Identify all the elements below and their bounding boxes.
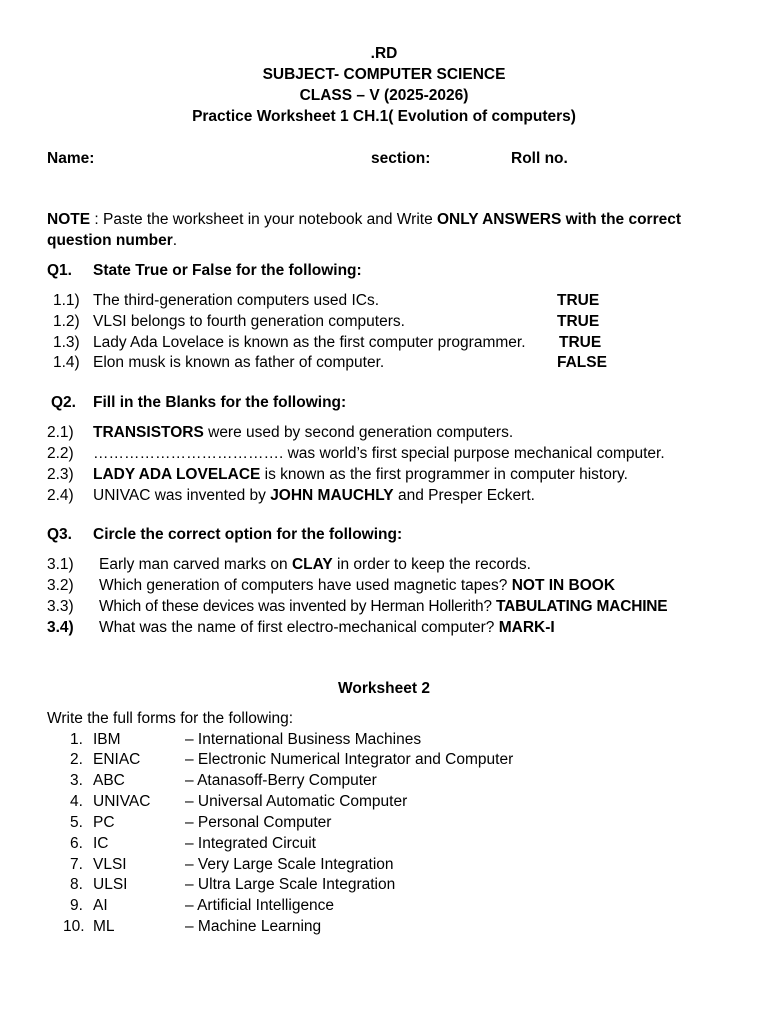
full-form-text: – Very Large Scale Integration [185, 856, 394, 873]
q2-item-pre: UNIVAC was invented by [93, 487, 271, 504]
full-form-num: 3. [70, 772, 83, 789]
q1-item-answer: TRUE [557, 292, 600, 309]
q3-item-post: in order to keep the records. [332, 556, 531, 573]
note-period: . [172, 232, 178, 249]
q3-title: Circle the correct option for the following: [93, 526, 403, 543]
full-form-text: – Electronic Numerical Integrator and Computer [185, 751, 514, 768]
full-form-text: – Integrated Circuit [185, 835, 316, 852]
q2-item-num: 2.4) [47, 487, 74, 504]
q2-item-post: and Presper Eckert. [393, 487, 535, 504]
full-form-num: 7. [70, 856, 83, 873]
note-line-2 [47, 231, 177, 251]
worksheet-2-intro: Write the full forms for the following: [47, 710, 294, 727]
full-form-num: 5. [70, 814, 83, 831]
full-form-abbr: ULSI [93, 876, 128, 893]
q2-item-answer: JOHN MAUCHLY [270, 487, 394, 504]
full-form-abbr: PC [93, 814, 115, 831]
q2-item-text [93, 465, 628, 485]
q1-title: State True or False for the following: [93, 262, 362, 279]
section-label: section: [371, 150, 431, 167]
note-question-number: question number [47, 232, 173, 249]
q3-item-pre: What was the name of first electro-mechanical computer? [99, 619, 499, 636]
full-form-abbr: ML [93, 918, 115, 935]
q3-item-num: 3.4) [47, 619, 74, 636]
q3-item-pre: Early man carved marks on [99, 556, 292, 573]
q2-item-text [93, 486, 535, 506]
full-form-text: – Ultra Large Scale Integration [185, 876, 396, 893]
q2-item-pre: ………………………………. was world’s first special purpose mechanical computer. [93, 445, 665, 462]
q3-item-answer: MARK-I [498, 619, 555, 636]
q2-item-post: is known as the first programmer in computer history. [260, 466, 628, 483]
full-form-num: 10. [63, 918, 85, 935]
q3-item-answer: NOT IN BOOK [511, 577, 616, 594]
full-form-abbr: IBM [93, 731, 121, 748]
school-name: .RD [370, 45, 398, 62]
note-emphasis: ONLY ANSWERS with the correct [437, 211, 682, 228]
full-form-abbr: AI [93, 897, 108, 914]
q3-item-answer: CLAY [291, 556, 333, 573]
q3-item-pre: Which generation of computers have used magnetic tapes? [99, 577, 512, 594]
full-form-num: 6. [70, 835, 83, 852]
q3-item-text [99, 618, 555, 638]
q2-item-post: were used by second generation computers. [203, 424, 514, 441]
q2-item-text [93, 423, 513, 443]
q1-item-num: 1.1) [53, 292, 80, 309]
q3-item-text [99, 597, 667, 617]
note-label: NOTE [47, 211, 91, 228]
q2-item-answer: TRANSISTORS [93, 424, 204, 441]
full-form-text: – Personal Computer [185, 814, 332, 831]
full-form-abbr: VLSI [93, 856, 127, 873]
q2-number: Q2. [51, 394, 76, 411]
q3-item-text [99, 576, 615, 596]
q3-item-answer: TABULATING MACHINE [495, 598, 668, 615]
q1-item-num: 1.2) [53, 313, 80, 330]
full-form-text: – International Business Machines [185, 731, 422, 748]
full-form-abbr: ENIAC [93, 751, 141, 768]
q1-number: Q1. [47, 262, 72, 279]
full-form-abbr: IC [93, 835, 109, 852]
q2-item-text [93, 444, 665, 464]
q3-item-pre: Which of these devices was invented by Herman Hollerith? [99, 598, 496, 615]
q2-item-num: 2.3) [47, 466, 74, 483]
full-form-num: 2. [70, 751, 83, 768]
q1-item-text: Elon musk is known as father of computer. [93, 354, 385, 371]
full-form-text: – Machine Learning [185, 918, 322, 935]
full-form-num: 4. [70, 793, 83, 810]
q1-item-text: VLSI belongs to fourth generation computers. [93, 313, 405, 330]
q1-item-num: 1.4) [53, 354, 80, 371]
worksheet-title: Practice Worksheet 1 CH.1( Evolution of computers) [192, 108, 576, 125]
q3-item-text [99, 555, 531, 575]
q1-item-num: 1.3) [53, 334, 80, 351]
q2-title: Fill in the Blanks for the following: [93, 394, 347, 411]
q1-item-text: Lady Ada Lovelace is known as the first computer programmer. [93, 334, 526, 351]
q1-item-answer: TRUE [559, 334, 602, 351]
full-form-text: – Atanasoff-Berry Computer [185, 772, 377, 789]
roll-label: Roll no. [511, 150, 568, 167]
full-form-text: – Artificial Intelligence [185, 897, 335, 914]
full-form-text: – Universal Automatic Computer [185, 793, 408, 810]
q3-item-num: 3.3) [47, 598, 74, 615]
note-line-1 [47, 210, 681, 230]
q1-item-answer: FALSE [557, 354, 607, 371]
note-text: : Paste the worksheet in your notebook and Write [90, 211, 437, 228]
subject-heading: SUBJECT- COMPUTER SCIENCE [262, 66, 506, 83]
q2-item-answer: LADY ADA LOVELACE [93, 466, 261, 483]
q2-item-num: 2.2) [47, 445, 74, 462]
full-form-abbr: ABC [93, 772, 125, 789]
q1-item-answer: TRUE [557, 313, 600, 330]
name-label: Name: [47, 150, 95, 167]
q1-item-text: The third-generation computers used ICs. [93, 292, 380, 309]
q3-item-num: 3.1) [47, 556, 74, 573]
q3-item-num: 3.2) [47, 577, 74, 594]
worksheet-2-title: Worksheet 2 [338, 680, 430, 697]
q2-item-num: 2.1) [47, 424, 74, 441]
full-form-num: 9. [70, 897, 83, 914]
full-form-num: 8. [70, 876, 83, 893]
full-form-num: 1. [70, 731, 83, 748]
full-form-abbr: UNIVAC [93, 793, 151, 810]
class-heading: CLASS – V (2025-2026) [299, 87, 469, 104]
q3-number: Q3. [47, 526, 72, 543]
